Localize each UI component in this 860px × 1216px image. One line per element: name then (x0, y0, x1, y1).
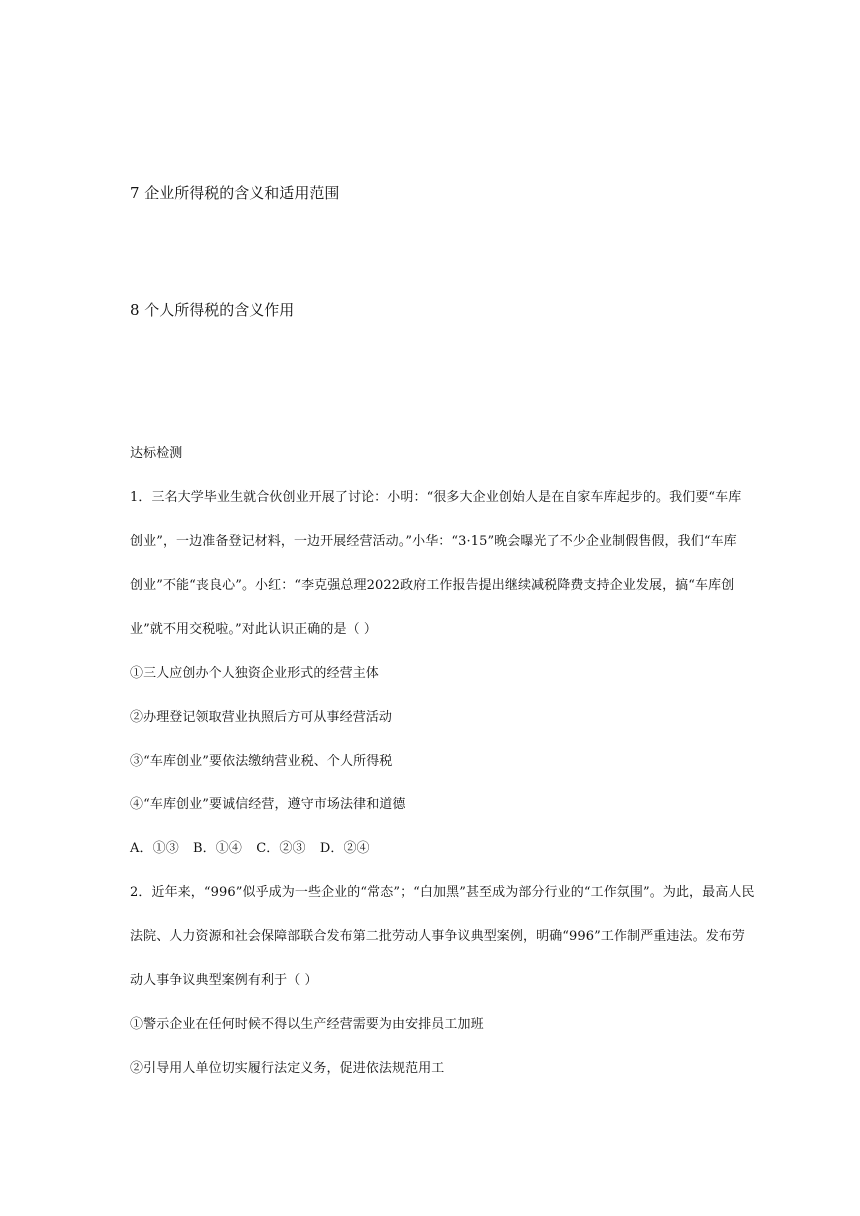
q2-statement-1: ①警示企业在任何时候不得以生产经营需要为由安排员工加班 (130, 1017, 484, 1032)
q2-stem-line-1: 2．近年来，“996”似乎成为一些企业的“常态”；“白加黑”甚至成为部分行业的“工作氛围”。为此，最高人民 (130, 885, 755, 900)
q1-option-b: B．①④ (193, 841, 242, 856)
check-title: 达标检测 (130, 446, 183, 461)
q1-option-c: C．②③ (256, 841, 306, 856)
q1-options (130, 842, 380, 855)
q1-stem-line-4: 业”就不用交税啦。”对此认识正确的是（ ） (130, 622, 378, 637)
q1-stem-line-1: 1．三名大学毕业生就合伙创业开展了讨论：小明：“很多大企业创始人是在自家车库起步的。我们要“车库 (130, 490, 742, 505)
section-8-title: 8 个人所得税的含义作用 (130, 301, 295, 319)
q1-option-d: D．②④ (319, 841, 370, 856)
q1-stem-line-3: 创业”不能“丧良心”。小红：“李克强总理2022政府工作报告提出继续减税降费支持企业发展，搞“车库创 (130, 578, 735, 593)
q1-option-a: A．①③ (130, 841, 179, 856)
section-7-title: 7 企业所得税的含义和适用范围 (130, 184, 340, 202)
q2-stem-line-3: 动人事争议典型案例有利于（ ） (130, 973, 318, 988)
q2-statement-2: ②引导用人单位切实履行法定义务，促进依法规范用工 (130, 1061, 445, 1076)
q1-statement-4: ④“车库创业”要诚信经营，遵守市场法律和道德 (130, 797, 406, 812)
q1-statement-1: ①三人应创办个人独资企业形式的经营主体 (130, 666, 379, 681)
q2-stem-line-2: 法院、人力资源和社会保障部联合发布第二批劳动人事争议典型案例，明确“996”工作制严重违法。发布劳 (130, 929, 746, 944)
q1-stem-line-2: 创业”，一边准备登记材料，一边开展经营活动。”小华：“3·15”晚会曝光了不少企业制假售假，我们“车库 (130, 534, 737, 549)
q1-statement-3: ③“车库创业”要依法缴纳营业税、个人所得税 (130, 754, 393, 769)
q1-statement-2: ②办理登记领取营业执照后方可从事经营活动 (130, 710, 393, 725)
